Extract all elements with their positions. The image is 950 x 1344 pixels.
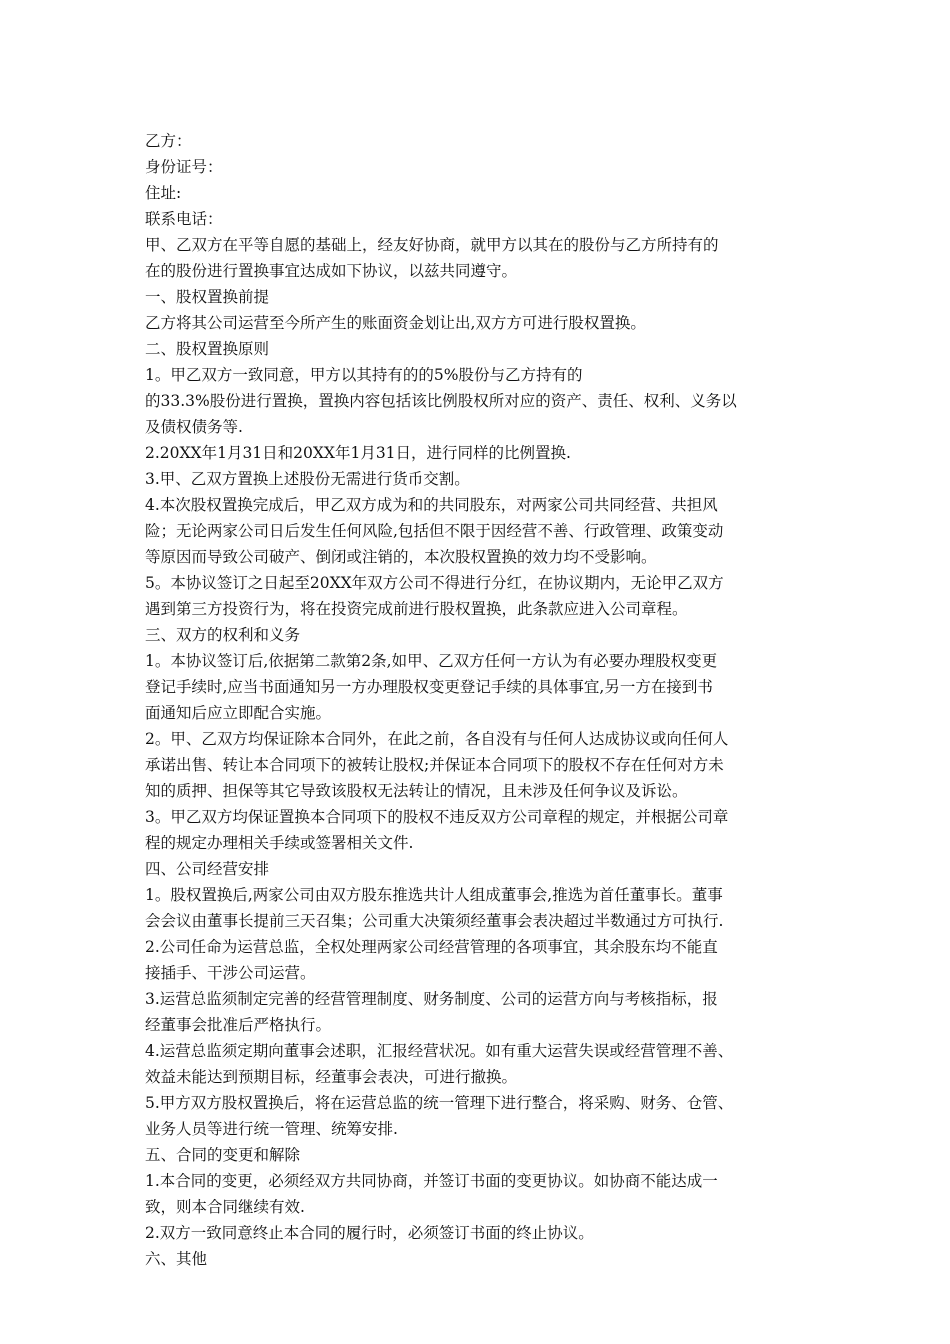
document-line: 4.运营总监须定期向董事会述职，汇报经营状况。如有重大运营失误或经营管理不善、 xyxy=(145,1042,734,1060)
document-line: 1。股权置换后,两家公司由双方股东推选共计人组成董事会,推选为首任董事长。董事 xyxy=(145,886,723,904)
document-line: 五、合同的变更和解除 xyxy=(145,1146,301,1164)
document-line: 的33.3%股份进行置换，置换内容包括该比例股权所对应的资产、责任、权利、义务以 xyxy=(145,392,737,410)
document-line: 承诺出售、转让本合同项下的被转让股权;并保证本合同项下的股权不存在任何对方未 xyxy=(145,756,724,774)
document-line: 乙方将其公司运营至今所产生的账面资金划让出,双方方可进行股权置换。 xyxy=(145,314,646,332)
document-line: 4.本次股权置换完成后，甲乙双方成为和的共同股东，对两家公司共同经营、共担风 xyxy=(145,496,718,514)
document-line: 在的股份进行置换事宜达成如下协议，以兹共同遵守。 xyxy=(145,262,518,280)
document-line: 3.运营总监须制定完善的经营管理制度、财务制度、公司的运营方向与考核指标，报 xyxy=(145,990,718,1008)
document-line: 会会议由董事长提前三天召集；公司重大决策须经董事会表决超过半数通过方可执行. xyxy=(145,912,724,930)
document-line: 六、其他 xyxy=(145,1250,208,1268)
document-line: 效益未能达到预期目标，经董事会表决，可进行撤换。 xyxy=(145,1068,518,1086)
document-line: 二、股权置换原则 xyxy=(145,340,270,358)
document-line: 5。本协议签订之日起至20XX年双方公司不得进行分红，在协议期内，无论甲乙双方 xyxy=(145,574,724,592)
document-line: 经董事会批准后严格执行。 xyxy=(145,1016,332,1034)
document-line: 致，则本合同继续有效. xyxy=(145,1198,305,1216)
document-line: 联系电话： xyxy=(145,210,223,228)
document-line: 2.20XX年1月31日和20XX年1月31日，进行同样的比例置换. xyxy=(145,444,571,462)
document-line: 1.本合同的变更，必须经双方共同协商，并签订书面的变更协议。如协商不能达成一 xyxy=(145,1172,718,1190)
document-line: 等原因而导致公司破产、倒闭或注销的，本次股权置换的效力均不受影响。 xyxy=(145,548,657,566)
document-line: 知的质押、担保等其它导致该股权无法转让的情况，且未涉及任何争议及诉讼。 xyxy=(145,782,688,800)
contract-document xyxy=(145,128,810,1272)
document-line: 一、股权置换前提 xyxy=(145,288,270,306)
document-line: 1。甲乙双方一致同意，甲方以其持有的的5%股份与乙方持有的 xyxy=(145,366,583,384)
document-line: 2。甲、乙双方均保证除本合同外，在此之前，各自没有与任何人达成协议或向任何人 xyxy=(145,730,729,748)
document-line: 面通知后应立即配合实施。 xyxy=(145,704,332,722)
document-line: 2.双方一致同意终止本合同的履行时，必须签订书面的终止协议。 xyxy=(145,1224,594,1242)
document-line: 三、双方的权利和义务 xyxy=(145,626,301,644)
document-line: 登记手续时,应当书面通知另一方办理股权变更登记手续的具体事宜,另一方在接到书 xyxy=(145,678,713,696)
document-line: 1。本协议签订后,依据第二款第2条,如甲、乙双方任何一方认为有必要办理股权变更 xyxy=(145,652,718,670)
document-line: 2.公司任命为运营总监，全权处理两家公司经营管理的各项事宜，其余股东均不能直 xyxy=(145,938,718,956)
document-line: 及债权债务等. xyxy=(145,418,243,436)
document-line: 身份证号： xyxy=(145,158,223,176)
document-line: 乙方： xyxy=(145,132,192,150)
document-line: 遇到第三方投资行为，将在投资完成前进行股权置换，此条款应进入公司章程。 xyxy=(145,600,688,618)
document-line: 险；无论两家公司日后发生任何风险,包括但不限于因经营不善、行政管理、政策变动 xyxy=(145,522,724,540)
document-line: 住址: xyxy=(145,184,182,202)
document-line: 程的规定办理相关手续或签署相关文件. xyxy=(145,834,414,852)
document-line: 四、公司经营安排 xyxy=(145,860,270,878)
document-line: 3。甲乙双方均保证置换本合同项下的股权不违反双方公司章程的规定，并根据公司章 xyxy=(145,808,729,826)
document-line: 甲、乙双方在平等自愿的基础上，经友好协商，就甲方以其在的股份与乙方所持有的 xyxy=(145,236,719,254)
document-line: 接插手、干涉公司运营。 xyxy=(145,964,316,982)
document-line: 3.甲、乙双方置换上述股份无需进行货币交割。 xyxy=(145,470,470,488)
document-line: 业务人员等进行统一管理、统筹安排. xyxy=(145,1120,398,1138)
document-line: 5.甲方双方股权置换后，将在运营总监的统一管理下进行整合，将采购、财务、仓管、 xyxy=(145,1094,734,1112)
